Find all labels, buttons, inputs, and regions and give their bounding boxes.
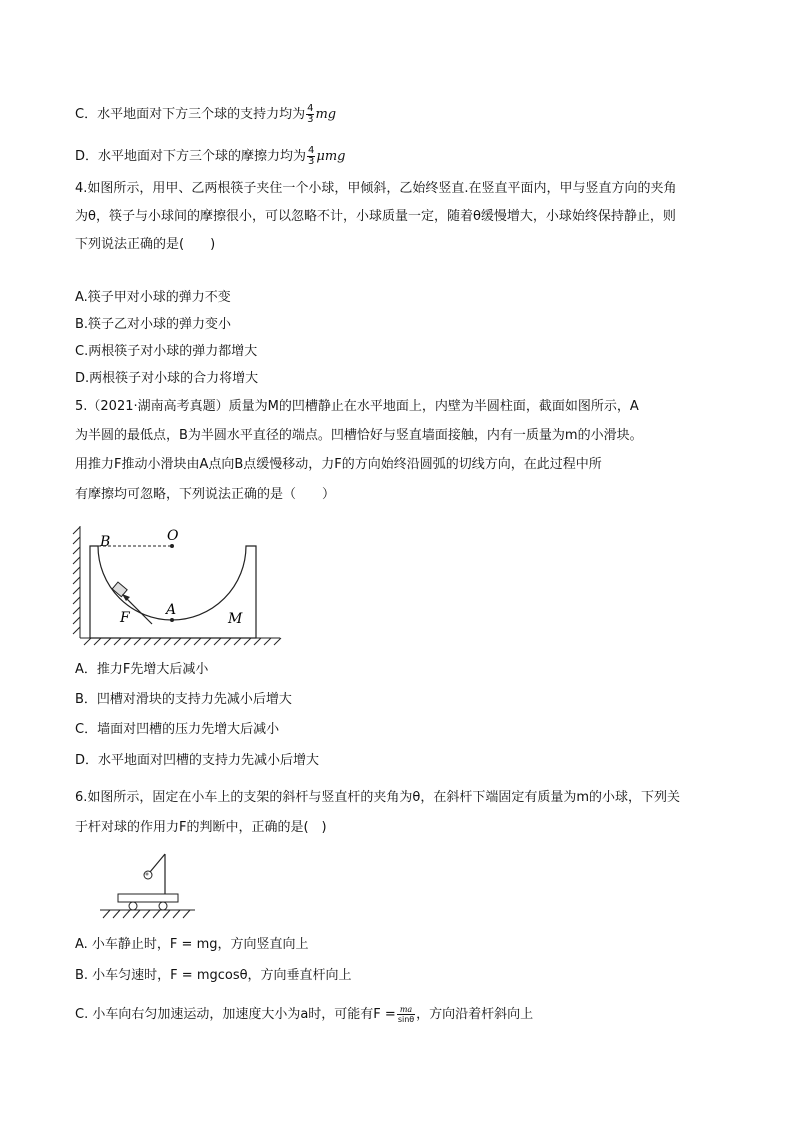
- label-a: A: [166, 602, 177, 618]
- q4-option-d: D.两根筷子对小球的合力将增大: [75, 371, 259, 386]
- q4-stem-line-1: 4.如图所示，用甲、乙两根筷子夹住一个小球，甲倾斜，乙始终竖直.在竖直平面内，甲与竖直方向的夹角: [75, 181, 677, 196]
- option-d-prev: [75, 146, 346, 167]
- q6-stem-line-2: 于杆对球的作用力F的判断中，正确的是( ): [75, 820, 327, 835]
- q5-option-b: B．凹槽对滑块的支持力先减小后增大: [75, 692, 292, 707]
- label-f: F: [120, 610, 130, 626]
- fraction-den: 3: [308, 156, 315, 167]
- ground-hatch: [103, 910, 190, 918]
- label-o: O: [167, 528, 179, 544]
- option-text: ，方向沿着杆斜向上: [416, 1007, 534, 1022]
- ball-shade: [146, 873, 149, 876]
- fraction: [397, 1005, 415, 1024]
- math-term: mg: [315, 107, 337, 122]
- fraction-den: 3: [307, 114, 314, 125]
- q6-option-a: A. 小车静止时，F = mg，方向竖直向上: [75, 937, 309, 952]
- option-text: C．水平地面对下方三个球的支持力均为: [75, 107, 306, 122]
- q4-option-a: A.筷子甲对小球的弹力不变: [75, 290, 231, 305]
- math-term: μmg: [316, 149, 346, 164]
- cart-body: [118, 894, 178, 902]
- q4-stem-line-3: 下列说法正确的是( ): [75, 237, 216, 252]
- q5-stem-line-1: 5.（2021·湖南高考真题）质量为M的凹槽静止在水平地面上，内壁为半圆柱面，截面如图所示，A: [75, 399, 639, 414]
- slider-block: [112, 582, 127, 597]
- q4-option-c: C.两根筷子对小球的弹力都增大: [75, 344, 258, 359]
- q6-option-b: B. 小车匀速时，F = mgcosθ，方向垂直杆向上: [75, 968, 352, 983]
- label-m: M: [228, 611, 243, 627]
- ground-hatch: [80, 638, 281, 645]
- wheel-right: [159, 902, 167, 910]
- q5-stem-line-2: 为半圆的最低点，B为半圆水平直径的端点。凹槽恰好与竖直墙面接触，内有一质量为m的小滑块。: [75, 428, 643, 443]
- q6-stem-line-1: 6.如图所示，固定在小车上的支架的斜杆与竖直杆的夹角为θ，在斜杆下端固定有质量为m的小球，下列关: [75, 790, 681, 805]
- inclined-rod: [150, 854, 165, 872]
- q6-option-c: [75, 1005, 533, 1024]
- q5-stem-line-4: 有摩擦均可忽略，下列说法正确的是（ ）: [75, 487, 336, 502]
- fraction: [306, 104, 314, 125]
- wheel-left: [129, 902, 137, 910]
- option-text: D．水平地面对下方三个球的摩擦力均为: [75, 149, 307, 164]
- fraction-num: 4: [307, 103, 314, 114]
- fraction-num: 4: [308, 145, 315, 156]
- option-c-prev: [75, 104, 336, 125]
- cart-diagram: [100, 848, 200, 923]
- wall-hatch: [73, 526, 80, 638]
- q5-option-c: C．墙面对凹槽的压力先增大后减小: [75, 722, 280, 737]
- q5-option-d: D．水平地面对凹槽的支持力先减小后增大: [75, 753, 320, 768]
- q4-option-b: B.筷子乙对小球的弹力变小: [75, 317, 232, 332]
- groove-diagram: [70, 518, 285, 648]
- option-text: C. 小车向右匀加速运动，加速度大小为a时，可能有F =: [75, 1007, 396, 1022]
- q5-option-a: A．推力F先增大后减小: [75, 662, 209, 677]
- lowest-point: [170, 618, 174, 622]
- arrow-head: [122, 594, 130, 601]
- fraction-den: sinθ: [397, 1015, 415, 1024]
- q4-stem-line-2: 为θ，筷子与小球间的摩擦很小，可以忽略不计，小球质量一定，随着θ缓慢增大，小球始终保持静止，则: [75, 209, 676, 224]
- fraction: [307, 146, 315, 167]
- center-point: [170, 544, 174, 548]
- label-b: B: [100, 534, 111, 550]
- q5-stem-line-3: 用推力F推动小滑块由A点向B点缓慢移动，力F的方向始终沿圆弧的切线方向，在此过程中所: [75, 457, 602, 472]
- fraction-num: ma: [397, 1005, 415, 1015]
